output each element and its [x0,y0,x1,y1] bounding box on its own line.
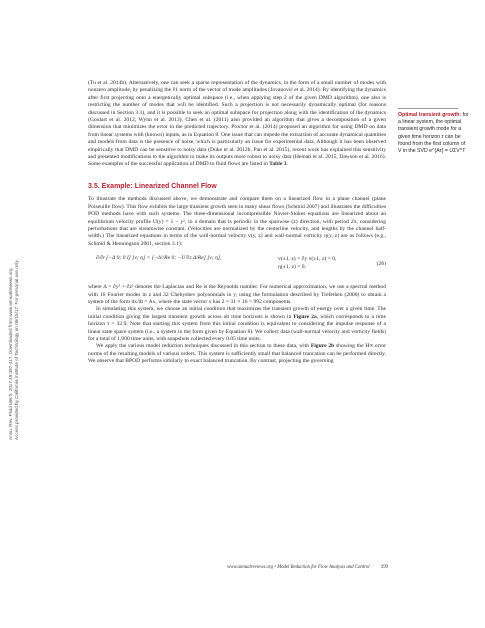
paragraph-3: where Δ = ∂y² + ∂z² denotes the Laplacian and Re is the Reynolds number. For numerical approximation, we use a spectral method with 16 Fourier modes in z and 32 Chebyshev polynomials in y, using the formulation described by Trefethen (2000) to obtain a system of the form dx/dt = Ax, where the state vector x has 2 × 31 × 16 = 992 components. [88,284,386,305]
equation-bc-1: v(±1, z) = ∂y v(±1, z) = 0, [278,256,337,263]
margin-note-rule [398,108,458,109]
figure-2a-link[interactable]: Figure 2a [293,313,317,320]
section-heading: 3.5. Example: Linearized Channel Flow [88,182,217,190]
paragraph-4-text-b: , which corresponds to a time horizon τ = 32.9. Note that starting this system from this initial condition is equivalent to considering the impulse response of a linear state space system (i.e., a system in the form given by Equation 8). We collect data (wall-normal velocity and vorticity fields) for a total of 1,000 time units, with snapshots collected every 0.05 time units. [88,313,386,342]
paragraph-5-text-a: We apply the various model reduction techniques discussed in this section to these data, with [96,343,311,350]
paragraph-4 [88,306,386,343]
paragraph-1 [88,80,386,169]
equation-26 [88,252,386,280]
margin-note-text: for a linear system, the optimal transient growth mode for a given time horizon τ can be found from the first column of V in the SVD e^{Aτ} = UΣV^T [398,112,469,155]
page-number: 399 [380,565,388,570]
equation-boundary-conditions [278,255,336,271]
equation-lhs: ∂/∂t [−Δ 0; 0 I] [v; η] = [−Δ²/Re 0; −U′∂z Δ/Re] [v; η], [96,255,222,262]
paragraph-1-end: . [286,161,288,168]
paragraph-5-text-b: showing the H∞ error norms of the resulting models of various orders. This system is sufficiently small that balanced truncation can be performed directly. We observe that BPOD performs similarly to exact balanced truncation. By contrast, projecting the governing [88,343,386,365]
margin-note [398,108,470,155]
paragraph-2: To illustrate the methods discussed above, we demonstrate and compare them on a linearized flow in a plane channel (plane Poiseuille flow). This flow exhibits the large transient growth seen in many shear flows (Schmid 2007) and illustrates the difficulties POD methods have with such systems. The three-dimensional incompressible Navier-Stokes equations are linearized about an equilibrium velocity profile U(y) = 1 − y², in a domain that is periodic in the spanwise (z) direction, with period 2π, considering perturbations that are streamwise constant. (Velocities are normalized by the centerline velocity, and lengths by the channel half-width.) The linearized equations in terms of the wall-normal velocity v(y, z) and wall-normal vorticity η(y, z) are as follows (e.g., Schmid & Henningson 2001, section 3.1): [88,196,386,247]
equation-number: (26) [376,261,386,268]
paragraph-5 [88,343,386,365]
footer-text: www.annualreviews.org • Model Reduction for Flow Analysis and Control [227,565,370,570]
paragraph-1-text: (Tu et al. 2014b). Alternatively, one can seek a sparse representation of the dynamics, in the form of a small number of modes with nonzero amplitude, by penalizing the ℓ1 norm of the vector of mode amplitudes (Jovanović et al. 2014). By identifying the dynamics after first projecting onto a energetically optimal subspace (i.e., when applying step 2 of the given DMD algorithm), one also is restricting the number of modes that will be identified. Such a projection is not necessarily dynamically optimal (for reasons discussed in Section 3.1), and it is possible to seek an optimal subspace for projection along with the identification of the dynamics (Goulart et al. 2012, Wynn et al. 2013). Chen et al. (2011) also provided an algorithm that gives a decomposition of a given dimension that minimizes the error in the predicted trajectory. Proctor et al. (2014) proposed an algorithm for using DMD on data from linear systems with (known) inputs, as in Equation 8. One issue that can impede the extraction of accurate dynamical quantities and models from data is the presence of noise, which is particularly an issue for experimental data. Although it has been observed empirically that DMD can be sensitive to noisy data (Duke et al. 2012b, Pan et al. 2015), recent work has explained this sensitivity and presented modifications to the algorithm to make its outputs more robust to noisy data (Hemati et al. 2015, Dawson et al. 2016). Some examples of the successful application of DMD to fluid flows are listed in [88,80,386,168]
main-text [88,80,386,366]
page-footer [88,565,388,570]
sidebar-line-2: Access provided by California Institute of Technology on 06/15/17. For personal use only. [14,259,19,440]
table-3-link[interactable]: Table 3 [269,161,287,168]
sidebar-line-1: Annu. Rev. Fluid Mech. 2017.49:387-417. Downloaded from www.annualreviews.org [8,268,13,440]
paragraph-4-text-a: In simulating this system, we choose an initial condition that maximizes the transient growth of energy over a given time. The initial condition giving the largest transient growth across all time horizons is shown in [88,306,386,320]
equation-bc-2: η(±1, z) = 0, [278,264,306,271]
margin-note-term: Optimal transient growth: [398,112,462,118]
download-sidebar [8,210,34,440]
figure-2b-link[interactable]: Figure 2b [310,343,335,350]
